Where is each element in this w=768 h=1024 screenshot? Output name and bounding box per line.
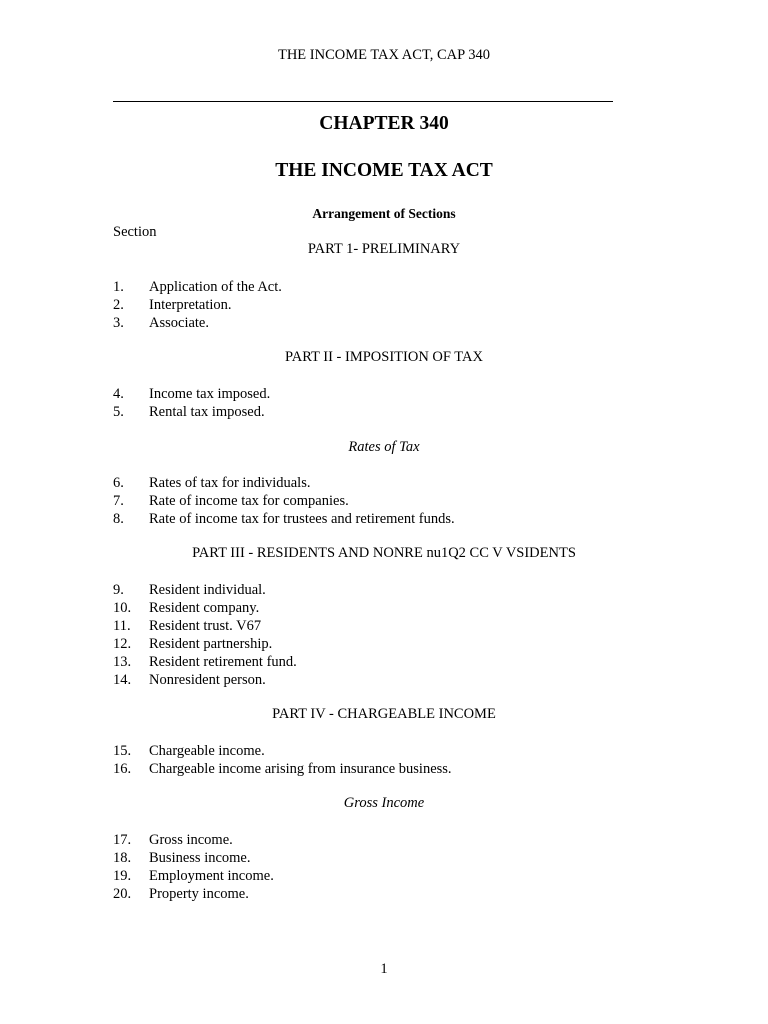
section-title: Resident company. bbox=[149, 600, 260, 616]
section-title: Gross income. bbox=[149, 832, 233, 848]
list-item bbox=[0, 582, 768, 598]
section-title: Rental tax imposed. bbox=[149, 404, 265, 420]
list-item bbox=[0, 315, 768, 331]
section-number: 9. bbox=[113, 582, 124, 598]
section-number: 17. bbox=[113, 832, 132, 848]
section-number: 20. bbox=[113, 886, 132, 902]
section-number: 19. bbox=[113, 868, 132, 884]
section-number: 7. bbox=[113, 493, 124, 509]
section-number: 4. bbox=[113, 386, 124, 402]
list-item bbox=[0, 618, 768, 634]
section-number: 5. bbox=[113, 404, 124, 420]
list-item bbox=[0, 279, 768, 295]
section-number: 6. bbox=[113, 475, 124, 491]
section-title: Resident individual. bbox=[149, 582, 266, 598]
list-item bbox=[0, 761, 768, 777]
section-number: 16. bbox=[113, 761, 132, 777]
section-number: 8. bbox=[113, 511, 124, 527]
section-title: Resident trust. V67 bbox=[149, 618, 262, 634]
list-item bbox=[0, 868, 768, 884]
section-number: 18. bbox=[113, 850, 132, 866]
part-heading: PART IV - CHARGEABLE INCOME bbox=[272, 706, 496, 722]
section-number: 2. bbox=[113, 297, 124, 313]
list-item bbox=[0, 386, 768, 402]
section-title: Chargeable income. bbox=[149, 743, 265, 759]
section-number: 13. bbox=[113, 654, 132, 670]
section-title: Nonresident person. bbox=[149, 672, 266, 688]
list-item bbox=[0, 850, 768, 866]
list-item bbox=[0, 832, 768, 848]
section-title: Rate of income tax for companies. bbox=[149, 493, 349, 509]
running-header: THE INCOME TAX ACT, CAP 340 bbox=[277, 47, 491, 63]
part-heading: PART III - RESIDENTS AND NONRE nu1Q2 CC V VSIDENTS bbox=[192, 545, 576, 561]
list-item bbox=[0, 600, 768, 616]
list-item bbox=[0, 297, 768, 313]
list-item bbox=[0, 743, 768, 759]
list-item bbox=[0, 404, 768, 420]
arrangement-heading: Arrangement of Sections bbox=[312, 206, 456, 221]
section-title: Application of the Act. bbox=[149, 279, 282, 295]
header-rule bbox=[113, 101, 613, 102]
section-number: 1. bbox=[113, 279, 124, 295]
list-item bbox=[0, 886, 768, 902]
list-item bbox=[0, 493, 768, 509]
section-title: Associate. bbox=[149, 315, 209, 331]
list-item bbox=[0, 636, 768, 652]
section-number: 3. bbox=[113, 315, 124, 331]
part-heading: PART II - IMPOSITION OF TAX bbox=[285, 349, 483, 365]
section-number: 15. bbox=[113, 743, 132, 759]
sub-heading: Gross Income bbox=[343, 795, 425, 811]
section-number: 10. bbox=[113, 600, 132, 616]
sub-heading: Rates of Tax bbox=[348, 439, 420, 455]
section-title: Rate of income tax for trustees and retirement funds. bbox=[149, 511, 455, 527]
section-title: Resident retirement fund. bbox=[149, 654, 297, 670]
part-heading: PART 1- PRELIMINARY bbox=[307, 241, 461, 257]
list-item bbox=[0, 654, 768, 670]
chapter-title: CHAPTER 340 bbox=[319, 113, 449, 134]
section-number: 12. bbox=[113, 636, 132, 652]
section-title: Income tax imposed. bbox=[149, 386, 271, 402]
section-title: Resident partnership. bbox=[149, 636, 273, 652]
section-title: Chargeable income arising from insurance business. bbox=[149, 761, 452, 777]
section-title: Rates of tax for individuals. bbox=[149, 475, 311, 491]
list-item bbox=[0, 475, 768, 491]
section-title: Business income. bbox=[149, 850, 251, 866]
section-number: 14. bbox=[113, 672, 132, 688]
list-item bbox=[0, 672, 768, 688]
section-title: Interpretation. bbox=[149, 297, 232, 313]
page-number: 1 bbox=[380, 961, 388, 977]
section-title: Property income. bbox=[149, 886, 249, 902]
section-label: Section bbox=[113, 224, 157, 240]
section-number: 11. bbox=[113, 618, 131, 634]
act-title: THE INCOME TAX ACT bbox=[275, 160, 493, 181]
list-item bbox=[0, 511, 768, 527]
section-title: Employment income. bbox=[149, 868, 274, 884]
